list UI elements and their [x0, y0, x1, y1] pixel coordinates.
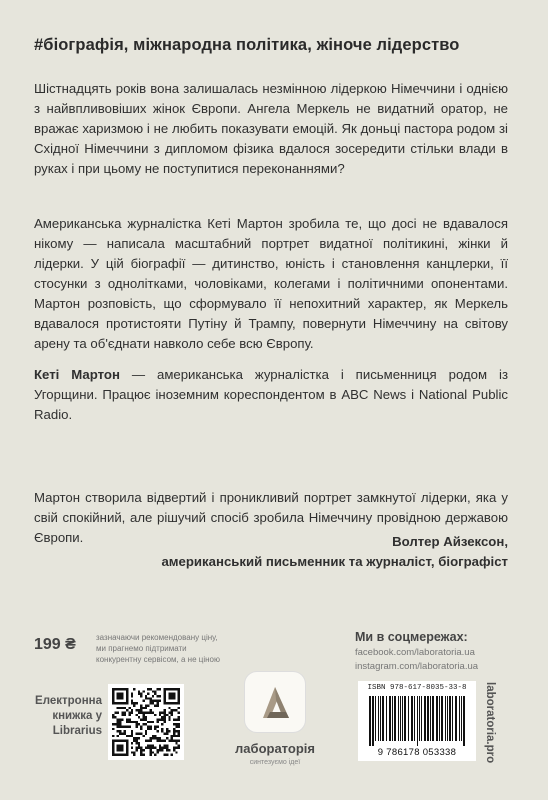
publisher-name: лабораторія: [235, 741, 315, 756]
description-paragraph-2: Американська журналістка Кеті Мартон зробила те, що досі не вдавалося нікому — написала масштабний портрет видатної політикині, жінки й лідерки. У цій біографії — дитинство, юність і становлення канцлерки, її стосунки з однолітками, чоловіками, колегами і політичними опонентами. Мартон розповість, що сформувало її непохитний характер, як Меркель вдавалося протистояти Путіну й Трампу, повернути Німеччину на світову арену та об'єднати навколо себе всю Європу.: [34, 216, 508, 351]
isbn-digits: 9 786178 053338: [377, 747, 457, 758]
quote-author-title: американський письменник та журналіст, біографіст: [161, 554, 508, 569]
price-note: зазначаючи рекомендовану ціну, ми прагнемо підтримати конкурентну сервісом, а не ціною: [96, 633, 220, 664]
publisher-logo-icon: [245, 672, 305, 732]
facebook-link[interactable]: facebook.com/laboratoria.ua: [355, 647, 475, 658]
quote-author-name: Волтер Айзексон,: [392, 534, 508, 549]
social-title: Ми в соцмережах:: [355, 630, 468, 644]
author-bio-text: — американська журналістка і письменниця родом із Угорщини. Працює іноземним кореспондентом в ABC News і National Public Radio.: [34, 367, 508, 422]
instagram-link[interactable]: instagram.com/laboratoria.ua: [355, 661, 479, 672]
publisher-slogan: синтезуємо ідеї: [249, 759, 301, 766]
author-name: Кеті Мартон: [34, 367, 120, 382]
ebook-label: Електронна книжка у Librarius: [35, 695, 102, 737]
barcode-icon: [367, 696, 467, 746]
quote-attribution: [161, 532, 508, 572]
website-vertical[interactable]: laboratoria.pro: [484, 682, 496, 764]
publisher-logo: [245, 672, 305, 732]
price: 199 ₴: [34, 636, 76, 653]
qr-code[interactable]: [108, 684, 184, 760]
tags-line: #біографія, міжнародна політика, жіноче лідерство: [34, 36, 460, 54]
description-paragraph-1: Шістнадцять років вона залишалась незмінною лідеркою Німеччини і однією з найвпливовіших жінок Європи. Ангела Меркель не видатний оратор, не вражає харизмою і не любить показувати емоцій. Як доньці пастора родом зі Східної Німеччини з дипломом фізика вдалося зосередити стільки влади в руках і при цьому не поступитися переконаннями?: [34, 81, 508, 176]
review-quote: Мартон створила відвертий і проникливий портрет замкнутої лідерки, яка у свій спокійний, але рішучий спосіб зробила Німеччину провідною державою Європи.: [34, 490, 508, 545]
isbn-label: ISBN 978-617-8035-33-8: [367, 684, 467, 692]
author-bio: [34, 365, 508, 425]
qr-code-icon: [112, 688, 180, 756]
isbn-barcode: [358, 681, 476, 761]
